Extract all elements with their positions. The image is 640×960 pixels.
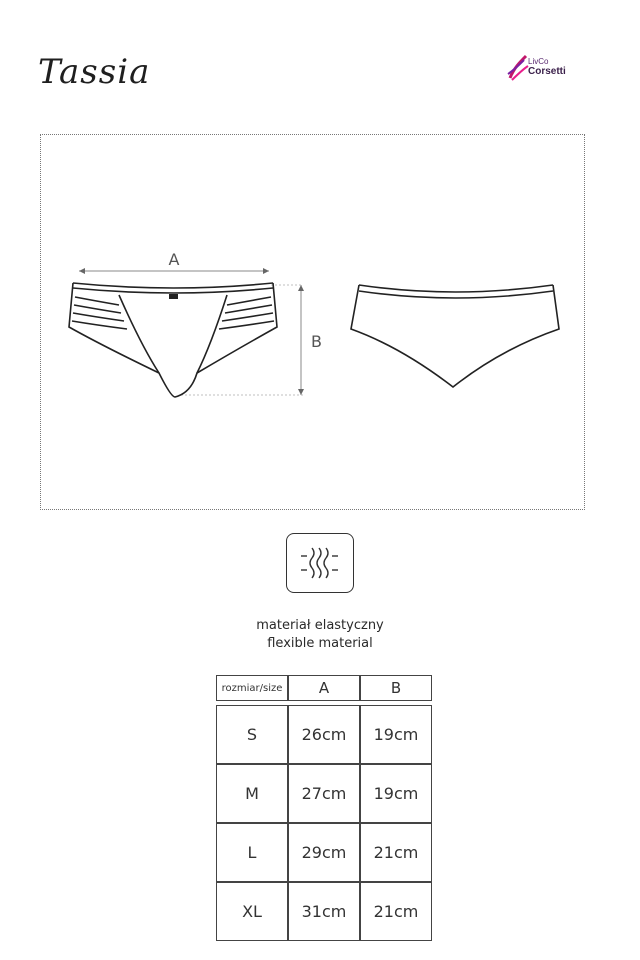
size-table-header xyxy=(216,675,432,701)
material-label-en: flexible material xyxy=(267,636,373,651)
measure-b-cell: 21cm xyxy=(360,823,432,882)
logo-text-line2: Corsetti xyxy=(528,66,566,77)
measure-a-cell: 29cm xyxy=(288,823,360,882)
logo-swirl-icon xyxy=(506,52,530,82)
measure-b-cell: 21cm xyxy=(360,882,432,941)
bow-icon xyxy=(169,294,178,299)
back-view xyxy=(351,285,559,387)
table-row xyxy=(216,764,432,823)
product-diagram-frame xyxy=(40,134,585,510)
size-cell: M xyxy=(216,764,288,823)
measure-a-cell: 31cm xyxy=(288,882,360,941)
size-table xyxy=(216,675,432,941)
measure-a-cell: 27cm xyxy=(288,764,360,823)
measure-a-cell: 26cm xyxy=(288,705,360,764)
dimension-a-label: A xyxy=(168,250,180,269)
table-row xyxy=(216,882,432,941)
size-cell: S xyxy=(216,705,288,764)
material-label-pl: materiał elastyczny xyxy=(256,618,384,633)
header-col-b: B xyxy=(360,675,432,701)
brand-logo: Tassia xyxy=(38,52,151,92)
header-col-a: A xyxy=(288,675,360,701)
dimension-b-label: B xyxy=(311,332,322,351)
livco-corsetti-logo xyxy=(506,52,586,82)
stretch-wave-icon xyxy=(286,533,354,593)
table-row xyxy=(216,705,432,764)
logo-text-line1: LivCo xyxy=(528,57,549,66)
front-view xyxy=(69,283,277,397)
briefs-diagram xyxy=(41,135,586,511)
table-row xyxy=(216,823,432,882)
measure-b-cell: 19cm xyxy=(360,705,432,764)
header-size-label: rozmiar/size xyxy=(216,675,288,701)
measure-b-cell: 19cm xyxy=(360,764,432,823)
size-cell: XL xyxy=(216,882,288,941)
size-cell: L xyxy=(216,823,288,882)
